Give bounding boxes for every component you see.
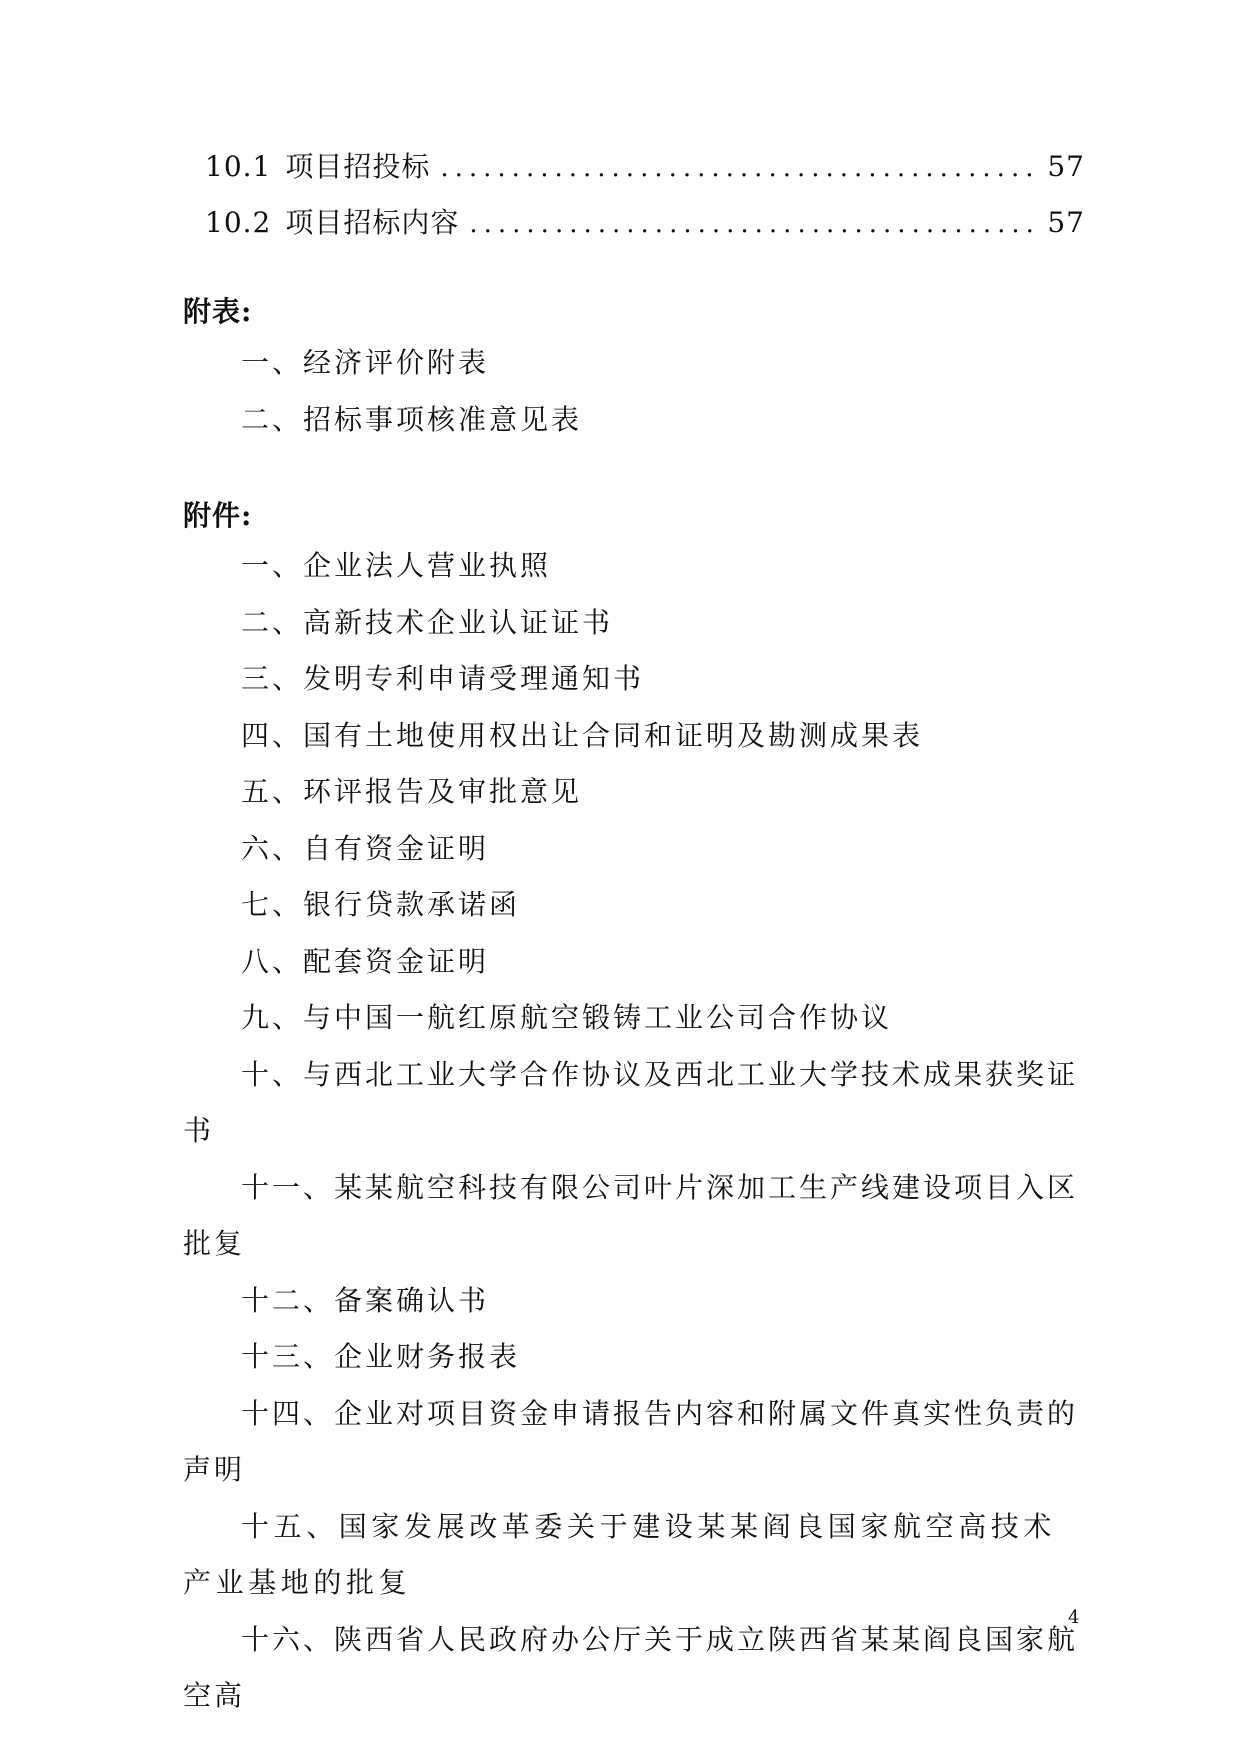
- list-item: 二、招标事项核准意见表: [241, 402, 583, 436]
- list-item: 十三、企业财务报表: [241, 1340, 521, 1373]
- list-item: 一、经济评价附表: [241, 346, 490, 379]
- list-item: 十一、某某航空科技有限公司叶片深加工生产线建设项目入区批复: [183, 1170, 1079, 1260]
- appendix-tables-list: [183, 335, 1083, 448]
- toc-entry-number: 10.1: [205, 150, 272, 183]
- toc-entry-title: 项目招投标: [285, 150, 431, 183]
- list-item: 十五、国家发展改革委关于建设某某阎良国家航空高技术产业基地的批复: [183, 1509, 1057, 1599]
- attachments-list: [183, 538, 1083, 1725]
- page-number: 4: [1068, 1607, 1080, 1628]
- list-item: 七、银行贷款承诺函: [241, 888, 521, 921]
- appendix-tables-heading: 附表:: [183, 295, 253, 328]
- toc-entry-page: 57: [1047, 206, 1085, 239]
- list-item: 六、自有资金证明: [241, 831, 490, 865]
- toc-dot-leader: [440, 153, 1041, 183]
- toc-entry-page: 57: [1047, 150, 1085, 183]
- list-item: 十二、备案确认书: [241, 1283, 490, 1317]
- table-of-contents: [205, 145, 1085, 257]
- toc-entry-number: 10.2: [205, 206, 272, 239]
- list-item: 四、国有土地使用权出让合同和证明及勘测成果表: [241, 718, 924, 752]
- attachments-heading: 附件:: [183, 499, 253, 532]
- list-item: 八、配套资金证明: [241, 944, 490, 978]
- toc-dot-leader: [469, 209, 1041, 239]
- list-item: 三、发明专利申请受理通知书: [241, 662, 645, 695]
- list-item: 五、环评报告及审批意见: [241, 775, 583, 808]
- toc-entry[interactable]: [205, 201, 1085, 257]
- toc-entry[interactable]: [205, 145, 1085, 201]
- list-item: 十四、企业对项目资金申请报告内容和附属文件真实性负责的声明: [183, 1396, 1079, 1486]
- list-item: 九、与中国一航红原航空锻铸工业公司合作协议: [241, 1001, 893, 1034]
- list-item: 十、与西北工业大学合作协议及西北工业大学技术成果获奖证书: [183, 1057, 1079, 1147]
- toc-entry-title: 项目招标内容: [285, 206, 460, 239]
- list-item: 二、高新技术企业认证证书: [241, 605, 614, 639]
- list-item: 十六、陕西省人民政府办公厅关于成立陕西省某某阎良国家航空高: [183, 1622, 1079, 1712]
- list-item: 一、企业法人营业执照: [241, 549, 552, 582]
